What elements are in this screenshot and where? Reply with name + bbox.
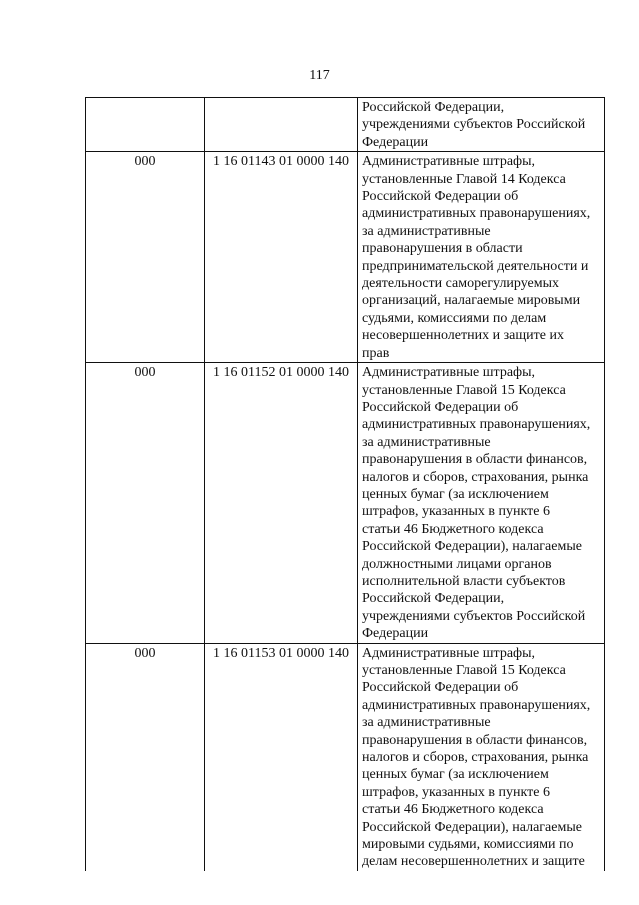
admin-code-cell: 000: [86, 643, 205, 871]
budget-code-cell: 1 16 01153 01 0000 140: [205, 643, 358, 871]
description-line: Федерации: [362, 626, 429, 642]
description-line: налогов и сборов, страхования, рынка: [362, 469, 589, 485]
description-line: учреждениями субъектов Российской: [362, 608, 586, 624]
description-line: Российской Федерации,: [362, 591, 505, 607]
description-line: административных правонарушениях,: [362, 206, 591, 222]
description-line: Российской Федерации об: [362, 680, 519, 696]
description-line: Федерации: [362, 134, 429, 150]
description-line: предпринимательской деятельности и: [362, 258, 589, 274]
description-line: Российской Федерации об: [362, 189, 519, 205]
table-row: [86, 363, 605, 644]
description-line: статьи 46 Бюджетного кодекса: [362, 521, 544, 537]
description-line: исполнительной власти субъектов: [362, 573, 566, 589]
description-line: прав: [362, 345, 390, 361]
description-line: судьями, комиссиями по делам: [362, 310, 547, 326]
description-line: Российской Федерации,: [362, 100, 505, 115]
admin-code-cell: [86, 98, 205, 152]
description-line: установленные Главой 14 Кодекса: [362, 171, 566, 187]
description-line: Административные штрафы,: [362, 645, 536, 661]
table-row: [86, 98, 605, 152]
description-line: ценных бумаг (за исключением: [362, 767, 549, 783]
description-line: штрафов, указанных в пункте 6: [362, 784, 550, 800]
description-line: установленные Главой 15 Кодекса: [362, 663, 566, 678]
description-line: за административные: [362, 715, 491, 731]
description-line: установленные Главой 15 Кодекса: [362, 382, 566, 398]
description-line: за административные: [362, 223, 491, 239]
description-line: Российской Федерации), налагаемые: [362, 539, 582, 555]
description-cell: [358, 363, 605, 644]
budget-classification-table: [85, 97, 605, 871]
description-line: Административные штрафы,: [362, 154, 536, 170]
budget-code-cell: [205, 98, 358, 152]
description-line: несовершеннолетних и защите их: [362, 328, 564, 344]
description-line: Российской Федерации), налагаемые: [362, 819, 582, 835]
description-line: организаций, налагаемые мировыми: [362, 293, 581, 309]
description-line: правонарушения в области финансов,: [362, 732, 588, 748]
description-line: административных правонарушениях,: [362, 697, 591, 713]
description-cell: [358, 98, 605, 152]
description-line: должностными лицами органов: [362, 556, 552, 572]
description-line: деятельности саморегулируемых: [362, 276, 560, 292]
description-line: учреждениями субъектов Российской: [362, 117, 586, 133]
description-line: Административные штрафы,: [362, 365, 536, 381]
description-line: ценных бумаг (за исключением: [362, 486, 549, 502]
description-line: Российской Федерации об: [362, 399, 519, 415]
table-row: [86, 152, 605, 363]
table-row: [86, 643, 605, 871]
description-line: мировыми судьями, комиссиями по: [362, 837, 574, 853]
description-line: налогов и сборов, страхования, рынка: [362, 750, 589, 766]
admin-code-cell: 000: [86, 363, 205, 644]
description-line: статьи 46 Бюджетного кодекса: [362, 802, 544, 818]
page-number: 117: [309, 68, 330, 83]
description-line: делам несовершеннолетних и защите: [362, 854, 585, 870]
description-line: правонарушения в области финансов,: [362, 452, 588, 468]
description-line: административных правонарушениях,: [362, 417, 591, 433]
description-line: правонарушения в области: [362, 241, 523, 257]
budget-code-cell: 1 16 01152 01 0000 140: [205, 363, 358, 644]
description-cell: [358, 643, 605, 871]
description-cell: [358, 152, 605, 363]
budget-code-cell: 1 16 01143 01 0000 140: [205, 152, 358, 363]
description-line: штрафов, указанных в пункте 6: [362, 504, 550, 520]
admin-code-cell: 000: [86, 152, 205, 363]
description-line: за административные: [362, 434, 491, 450]
